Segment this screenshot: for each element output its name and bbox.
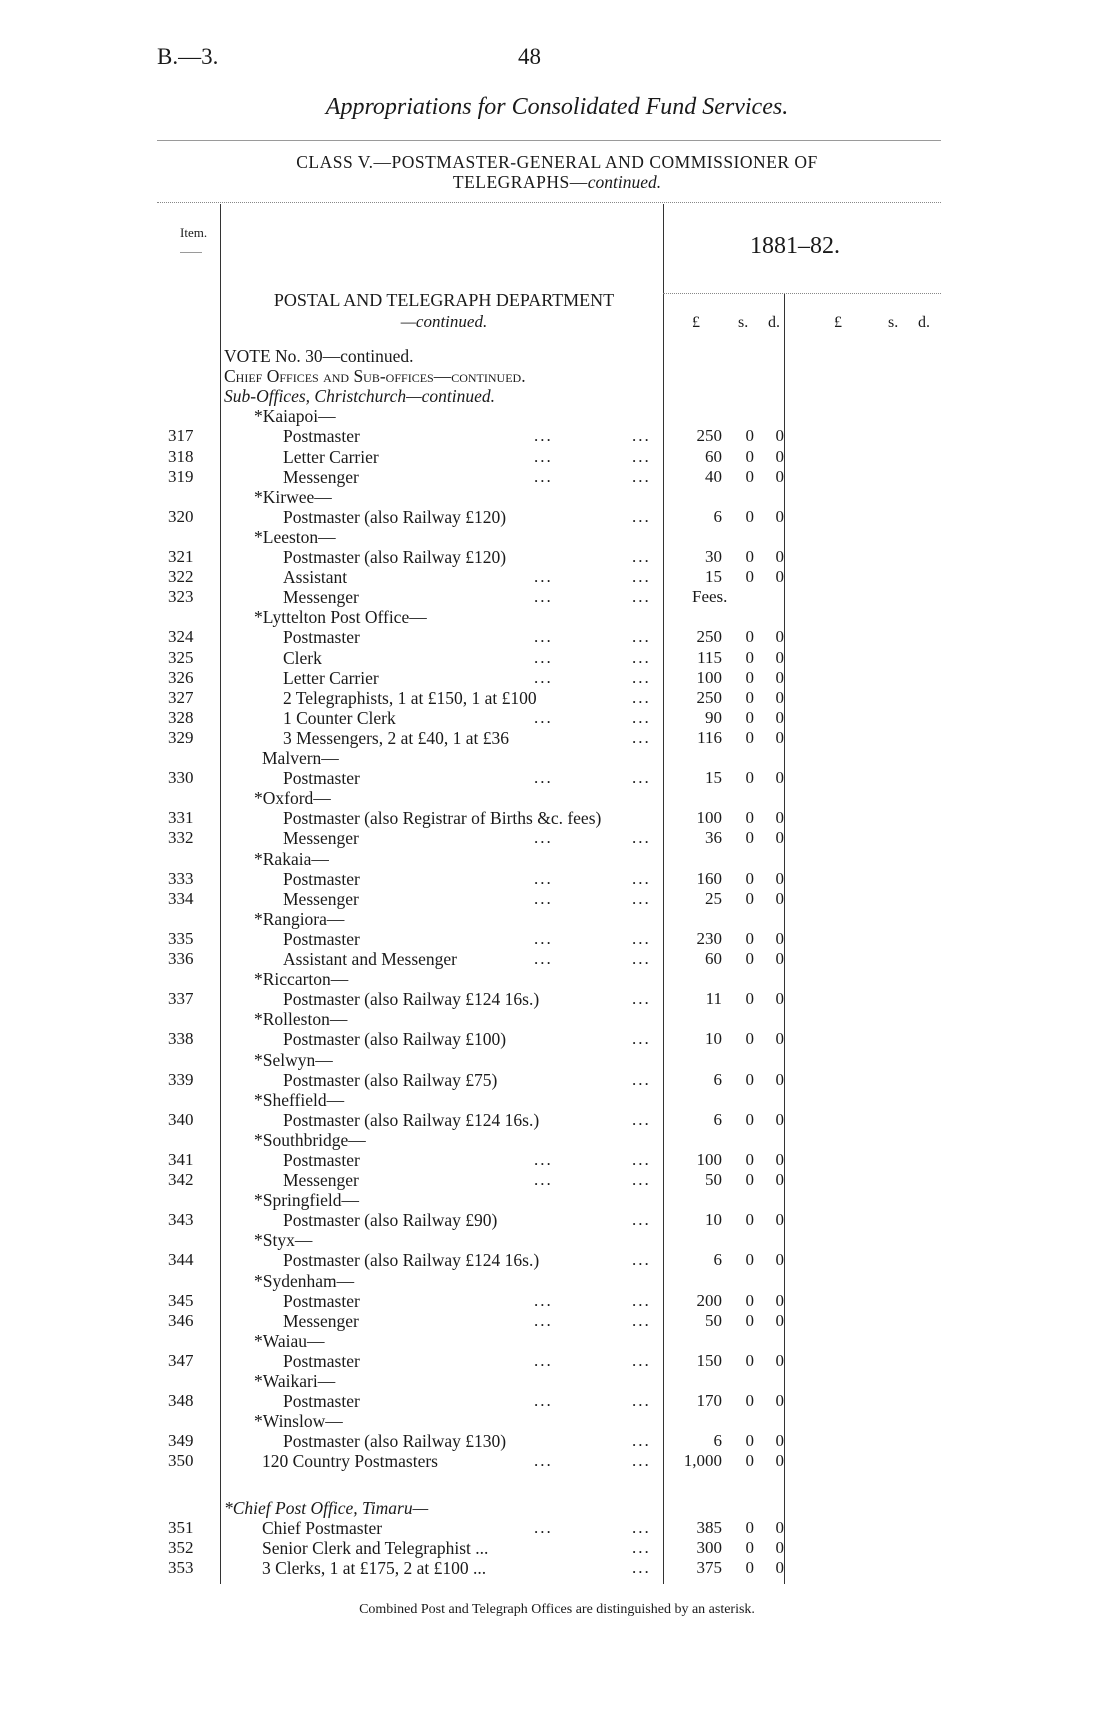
item-description: Messenger [283,587,359,607]
item-column-header: Item. [180,225,208,240]
leader-dots: ... [632,567,651,586]
amount-shillings: 0 [745,1538,754,1557]
leader-dots: ... [534,467,553,486]
amount-pounds: 10 [705,1210,722,1229]
amount-pence: 0 [775,828,784,847]
amount-pounds: 200 [696,1291,722,1310]
amount-shillings: 0 [745,1311,754,1330]
amount-pounds: 375 [696,1558,722,1577]
item-number: 324 [168,627,194,646]
section-heading: *Riccarton— [254,969,349,989]
item-number: 319 [168,467,194,486]
item-number: 326 [168,668,194,687]
leader-dots: ... [632,1250,651,1269]
amount-shillings: 0 [745,1391,754,1410]
amount-pounds: 230 [696,929,722,948]
amount-shillings: 0 [745,869,754,888]
col1-pounds-header: £ [692,314,700,331]
amount-pence: 0 [775,1451,784,1470]
amount-pounds: 250 [696,688,722,707]
item-description: Postmaster (also Railway £120) [283,507,507,527]
amount-pence: 0 [775,808,784,827]
amount-pounds: 60 [705,949,722,968]
item-description: Messenger [283,1170,359,1190]
leader-dots: ... [632,728,651,747]
item-description: Postmaster (also Railway £90) [283,1210,498,1230]
item-number: 323 [168,587,194,606]
leader-dots: ... [534,708,553,727]
amount-pounds: 50 [705,1311,722,1330]
item-number: 322 [168,567,194,586]
amount-pence: 0 [775,567,784,586]
amount-pence: 0 [775,989,784,1008]
leader-dots: ... [632,467,651,486]
amount-shillings: 0 [745,567,754,586]
leader-dots: ... [632,989,651,1008]
amount-pence: 0 [775,1391,784,1410]
leader-dots: ... [632,1391,651,1410]
amount-pounds: 6 [713,1070,722,1089]
amount-pence: 0 [775,929,784,948]
leader-dots: ... [632,1558,651,1577]
amount-pounds: 150 [696,1351,722,1370]
item-description: Postmaster [283,1291,360,1311]
amount-pence: 0 [775,447,784,466]
item-description: Clerk [283,648,322,668]
amount-shillings: 0 [745,1070,754,1089]
col1-shillings-header: s. [738,314,749,331]
item-description: Postmaster (also Railway £100) [283,1029,507,1049]
item-number: 334 [168,889,194,908]
amount-shillings: 0 [745,627,754,646]
item-number: 328 [168,708,194,727]
amount-pounds: 30 [705,547,722,566]
item-number: 341 [168,1150,194,1169]
leader-dots: ... [534,889,553,908]
leader-dots: ... [632,688,651,707]
item-description: Postmaster (also Railway £75) [283,1070,498,1090]
item-description: Letter Carrier [283,447,379,467]
amount-pounds: 115 [697,648,722,667]
amount-pence: 0 [775,1110,784,1129]
section-heading: *Selwyn— [254,1050,333,1070]
item-number: 347 [168,1351,194,1370]
leader-dots: ... [632,1518,651,1537]
amount-pence: 0 [775,1311,784,1330]
item-description: Postmaster [283,929,360,949]
section-heading: *Waikari— [254,1371,336,1391]
item-number: 349 [168,1431,194,1450]
section-heading: *Kirwee— [254,487,332,507]
leader-dots: ... [632,1210,651,1229]
item-number: 332 [168,828,194,847]
leader-dots: ... [534,668,553,687]
item-number: 339 [168,1070,194,1089]
amount-shillings: 0 [745,768,754,787]
class-title [0,152,1114,192]
amount-pounds: 11 [705,989,722,1008]
class-title-line2-italic: continued. [587,172,662,192]
section-heading: *Rolleston— [254,1009,348,1029]
item-number: 340 [168,1110,194,1129]
amount-pounds: 36 [705,828,722,847]
amount-shillings: 0 [745,1518,754,1537]
item-description: Messenger [283,889,359,909]
item-description: Postmaster (also Railway £124 16s.) [283,1110,540,1130]
amount-pounds: 160 [696,869,722,888]
item-description: Assistant [283,567,348,587]
amount-pounds: 100 [696,668,722,687]
amount-shillings: 0 [745,949,754,968]
amount-shillings: 0 [745,688,754,707]
amount-pounds: 60 [705,447,722,466]
year-underline [663,293,941,294]
amount-pence: 0 [775,627,784,646]
item-number: 351 [168,1518,194,1537]
amount-pounds: 15 [705,768,722,787]
section-heading: *Rakaia— [254,849,329,869]
item-number: 318 [168,447,194,466]
item-number: 329 [168,728,194,747]
item-number: 330 [168,768,194,787]
amount-pence: 0 [775,1250,784,1269]
amount-pounds: 170 [696,1391,722,1410]
amount-pounds: 100 [696,1150,722,1169]
amount-pence: 0 [775,507,784,526]
item-description: Postmaster (also Railway £130) [283,1431,507,1451]
item-number: 344 [168,1250,194,1269]
header-rule [157,140,941,141]
amount-pounds: 6 [713,1431,722,1450]
section-heading: *Lyttelton Post Office— [254,607,427,627]
item-description: Postmaster [283,768,360,788]
leader-dots: ... [534,1170,553,1189]
item-number: 342 [168,1170,194,1189]
amount-pounds: 1,000 [683,1451,722,1470]
leader-dots: ... [632,547,651,566]
amount-pence: 0 [775,728,784,747]
item-description: 3 Messengers, 2 at £40, 1 at £36 [283,728,510,748]
amount-pence: 0 [775,467,784,486]
item-description: Postmaster [283,1351,360,1371]
leader-dots: ... [534,1518,553,1537]
amount-shillings: 0 [745,1029,754,1048]
class-title-line1: CLASS V.—POSTMASTER-GENERAL AND COMMISSIONER OF [296,152,818,172]
section-heading: *Southbridge— [254,1130,366,1150]
leader-dots: ... [632,447,651,466]
amount-pence: 0 [775,1150,784,1169]
item-description: Messenger [283,1311,359,1331]
amount-pence: 0 [775,1431,784,1450]
leader-dots: ... [632,668,651,687]
department-heading [224,290,664,332]
amount-shillings: 0 [745,828,754,847]
section-heading: *Kaiapoi— [254,406,336,426]
amount-pounds: 300 [696,1538,722,1557]
leader-dots: ... [632,1431,651,1450]
item-description: Senior Clerk and Telegraphist ... [262,1538,489,1558]
amount-shillings: 0 [745,1431,754,1450]
amount-shillings: 0 [745,426,754,445]
item-description: 3 Clerks, 1 at £175, 2 at £100 ... [262,1558,487,1578]
amount-pounds: 6 [713,1250,722,1269]
item-description: Postmaster [283,869,360,889]
item-number: 353 [168,1558,194,1577]
amount-shillings: 0 [745,507,754,526]
leader-dots: ... [632,648,651,667]
item-description: Postmaster (also Railway £124 16s.) [283,1250,540,1270]
amount-pence: 0 [775,949,784,968]
item-number: 327 [168,688,194,707]
amount-pounds: 25 [705,889,722,908]
item-number: 317 [168,426,194,445]
leader-dots: ... [632,708,651,727]
leader-dots: ... [632,587,651,606]
section-heading: *Rangiora— [254,909,345,929]
item-description: Postmaster (also Registrar of Births &c. fees) [283,808,602,828]
leader-dots: ... [632,949,651,968]
leader-dots: ... [534,929,553,948]
item-description: 120 Country Postmasters [262,1451,438,1471]
leader-dots: ... [534,768,553,787]
item-number: 350 [168,1451,194,1470]
leader-dots: ... [534,627,553,646]
item-number: 352 [168,1538,194,1557]
item-description: 1 Counter Clerk [283,708,396,728]
amount-pounds: 40 [705,467,722,486]
amount-pence: 0 [775,708,784,727]
leader-dots: ... [632,1311,651,1330]
item-number: 335 [168,929,194,948]
leader-dots: ... [534,587,553,606]
item-description: Messenger [283,828,359,848]
item-description: Postmaster (also Railway £124 16s.) [283,989,540,1009]
amount-pounds: 250 [696,627,722,646]
item-number: 346 [168,1311,194,1330]
amount-shillings: 0 [745,989,754,1008]
running-title: Appropriations for Consolidated Fund Services. [325,94,789,120]
leader-dots: ... [632,507,651,526]
section-heading: *Oxford— [254,788,331,808]
section-heading: *Springfield— [254,1190,359,1210]
amount-pounds: 15 [705,567,722,586]
leader-dots: ... [534,447,553,466]
col1-pence-header: d. [768,314,780,331]
item-number: 337 [168,989,194,1008]
leader-dots: ... [632,627,651,646]
document-reference: B.—3. [157,44,219,69]
amount-shillings: 0 [745,708,754,727]
amount-shillings: 0 [745,1110,754,1129]
section-heading: VOTE No. 30—continued. [224,346,414,366]
amount-shillings: 0 [745,1210,754,1229]
class-title-line2-main: TELEGRAPHS— [452,172,588,192]
col2-pence-header: d. [918,314,930,331]
class-title-line2 [0,172,1114,192]
amount-shillings: 0 [745,467,754,486]
amount-pounds: 90 [705,708,722,727]
section-heading: Sub-Offices, Christchurch—continued. [224,386,496,406]
amount-pence: 0 [775,1538,784,1557]
item-number: 343 [168,1210,194,1229]
amount-pounds: 6 [713,1110,722,1129]
leader-dots: ... [632,869,651,888]
item-description: Postmaster [283,627,360,647]
amount-pence: 0 [775,1170,784,1189]
leader-dots: ... [632,889,651,908]
amount-column-divider [784,293,785,1584]
leader-dots: ... [534,1150,553,1169]
leader-dots: ... [632,1070,651,1089]
leader-dots: ... [534,828,553,847]
leader-dots: ... [632,1150,651,1169]
fiscal-year: 1881–82. [750,233,840,259]
amount-pence: 0 [775,1518,784,1537]
amount-shillings: 0 [745,648,754,667]
leader-dots: ... [534,1391,553,1410]
amount-pounds: 250 [696,426,722,445]
item-number: 345 [168,1291,194,1310]
amount-shillings: 0 [745,808,754,827]
amount-shillings: 0 [745,1451,754,1470]
item-number: 348 [168,1391,194,1410]
amount-shillings: 0 [745,1250,754,1269]
amount-pence: 0 [775,547,784,566]
leader-dots: ... [632,1451,651,1470]
leader-dots: ... [534,1451,553,1470]
col2-pounds-header: £ [834,314,842,331]
item-description: Chief Postmaster [262,1518,383,1538]
leader-dots: ... [632,768,651,787]
item-description: Assistant and Messenger [283,949,458,969]
leader-dots: ... [534,949,553,968]
amount-pence: 0 [775,668,784,687]
section-heading: *Sydenham— [254,1271,355,1291]
page-number: 48 [518,44,541,69]
leader-dots: ... [632,1291,651,1310]
amount-shillings: 0 [745,889,754,908]
item-description: Postmaster [283,426,360,446]
section-heading: Malvern— [262,748,339,768]
amount-shillings: 0 [745,1558,754,1577]
department-heading-line1: POSTAL AND TELEGRAPH DEPARTMENT [273,290,615,310]
item-description: Postmaster (also Railway £120) [283,547,507,567]
amount-pence: 0 [775,1558,784,1577]
item-description: Postmaster [283,1391,360,1411]
leader-dots: ... [632,828,651,847]
amount-pounds: 50 [705,1170,722,1189]
amount-pence: 0 [775,1210,784,1229]
section-heading: *Winslow— [254,1411,343,1431]
section-heading: *Styx— [254,1230,313,1250]
item-description: 2 Telegraphists, 1 at £150, 1 at £100 [283,688,537,708]
item-number: 333 [168,869,194,888]
amount-shillings: 0 [745,547,754,566]
leader-dots: ... [534,1291,553,1310]
section-heading: *Waiau— [254,1331,325,1351]
amount-pence: 0 [775,688,784,707]
amount-pounds: 10 [705,1029,722,1048]
leader-dots: ... [632,929,651,948]
amount-pence: 0 [775,889,784,908]
item-description: Letter Carrier [283,668,379,688]
amount-pence: 0 [775,768,784,787]
amount-note: Fees. [692,587,728,606]
amount-pence: 0 [775,1291,784,1310]
amount-shillings: 0 [745,728,754,747]
item-description: Postmaster [283,1150,360,1170]
item-number: 331 [168,808,194,827]
item-number: 325 [168,648,194,667]
amount-shillings: 0 [745,668,754,687]
section-heading: Chief Offices and Sub-offices—continued. [224,366,526,386]
item-number: 336 [168,949,194,968]
amount-pounds: 6 [713,507,722,526]
leader-dots: ... [534,1311,553,1330]
item-number: 320 [168,507,194,526]
section-heading: *Sheffield— [254,1090,345,1110]
item-number: 321 [168,547,194,566]
col2-shillings-header: s. [888,314,899,331]
amount-pounds: 385 [696,1518,722,1537]
item-head-underline [180,252,202,253]
amount-shillings: 0 [745,1170,754,1189]
department-heading-line2: —continued. [400,312,488,331]
leader-dots: ... [534,426,553,445]
item-number: 338 [168,1029,194,1048]
amount-pence: 0 [775,1029,784,1048]
footnote: Combined Post and Telegraph Offices are distinguished by an asterisk. [359,1602,755,1617]
leader-dots: ... [632,1110,651,1129]
amount-shillings: 0 [745,1351,754,1370]
leader-dots: ... [534,567,553,586]
item-description: Messenger [283,467,359,487]
leader-dots: ... [632,1170,651,1189]
amount-pounds: 116 [697,728,722,747]
leader-dots: ... [632,426,651,445]
amount-pence: 0 [775,1351,784,1370]
class-title-rule [157,202,941,203]
section-heading: *Chief Post Office, Timaru— [224,1498,429,1518]
leader-dots: ... [632,1538,651,1557]
amount-pence: 0 [775,426,784,445]
amount-pence: 0 [775,869,784,888]
amount-shillings: 0 [745,1150,754,1169]
leader-dots: ... [632,1351,651,1370]
amount-shillings: 0 [745,929,754,948]
amount-pounds: 100 [696,808,722,827]
section-heading: *Leeston— [254,527,336,547]
amount-shillings: 0 [745,1291,754,1310]
amount-pence: 0 [775,648,784,667]
leader-dots: ... [534,1351,553,1370]
amount-pence: 0 [775,1070,784,1089]
amount-shillings: 0 [745,447,754,466]
leader-dots: ... [632,1029,651,1048]
leader-dots: ... [534,648,553,667]
leader-dots: ... [534,869,553,888]
